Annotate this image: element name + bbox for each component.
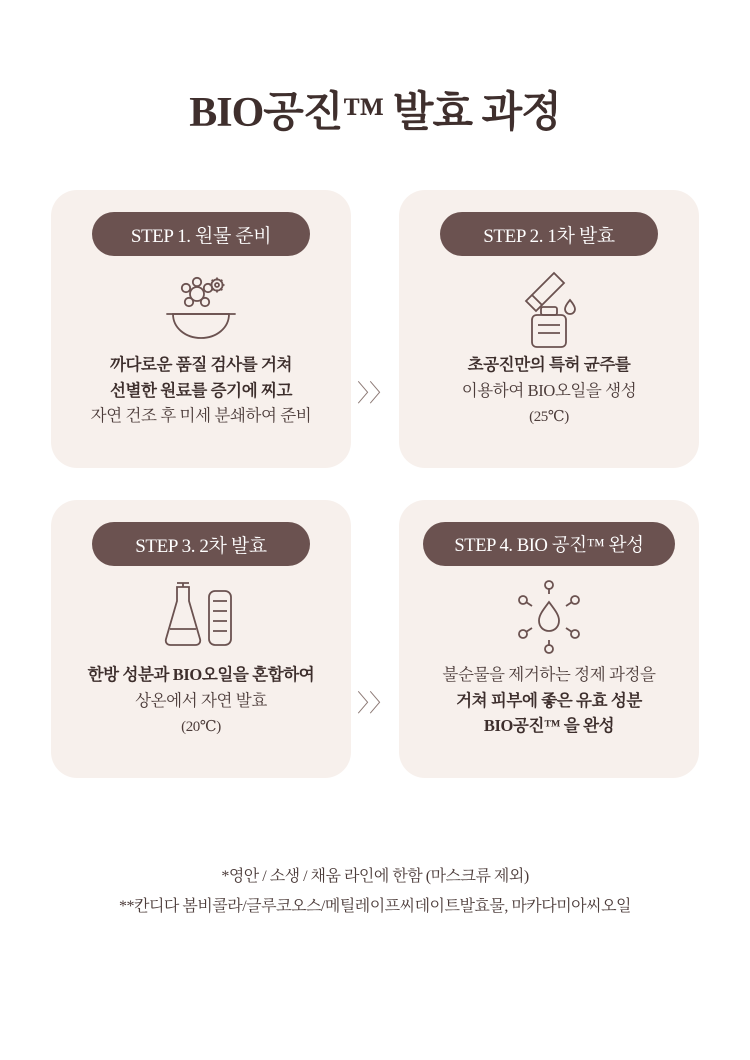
step-card-3	[51, 500, 351, 778]
flow-arrow-2: 〉〉	[357, 691, 393, 717]
step-4-pill: STEP 4. BIO 공진™ 완성	[423, 522, 675, 566]
step-3-description	[70, 662, 333, 739]
step-card-4	[399, 500, 699, 778]
mortar-flower-icon	[159, 266, 243, 352]
step-4-line-1: 불순물을 제거하는 정제 과정을	[442, 665, 656, 684]
dropper-bottle-icon	[507, 266, 591, 352]
step-3-line-2: 상온에서 자연 발효	[135, 690, 267, 710]
step-3-line-1: 한방 성분과 BIO오일을 혼합하여	[87, 665, 315, 684]
step-2-line-2: 이용하여 BIO오일을 생성	[461, 380, 637, 400]
step-2-line-3: (25℃)	[529, 409, 569, 426]
step-2-line-1: 초공진만의 특허 균주를	[467, 355, 631, 374]
step-4-description	[424, 662, 673, 739]
page-title: BIO공진™ 발효 과정	[189, 90, 561, 136]
step-1-description	[73, 352, 330, 429]
step-4-line-3: BIO공진™ 을 완성	[483, 716, 615, 736]
step-3-pill: STEP 3. 2차 발효	[92, 522, 310, 566]
step-4-line-2: 거쳐 피부에 좋은 유효 성분	[456, 690, 642, 710]
step-2-pill: STEP 2. 1차 발효	[440, 212, 658, 256]
flask-tube-icon	[161, 576, 241, 662]
step-card-2	[399, 190, 699, 468]
step-1-line-1: 까다로운 품질 검사를 거쳐	[109, 355, 293, 374]
footnote-1: *영안 / 소생 / 채움 라인에 한함 (마스크류 제외)	[221, 868, 529, 885]
molecule-drop-icon	[510, 576, 588, 662]
step-1-pill: STEP 1. 원물 준비	[92, 212, 310, 256]
step-3-line-3: (20℃)	[181, 719, 221, 736]
step-1-line-2: 선별한 원료를 증기에 찌고	[109, 380, 293, 400]
footnotes	[0, 862, 750, 921]
step-card-1	[51, 190, 351, 468]
step-1-line-3: 자연 건조 후 미세 분쇄하여 준비	[90, 406, 312, 426]
step-2-description	[444, 352, 655, 429]
steps-grid	[51, 134, 699, 778]
footnote-2: **칸디다 봄비콜라/글루코오스/메틸레이프씨데이트발효물, 마카다미아씨오일	[119, 897, 631, 915]
flow-arrow-1: 〉〉	[357, 381, 393, 407]
